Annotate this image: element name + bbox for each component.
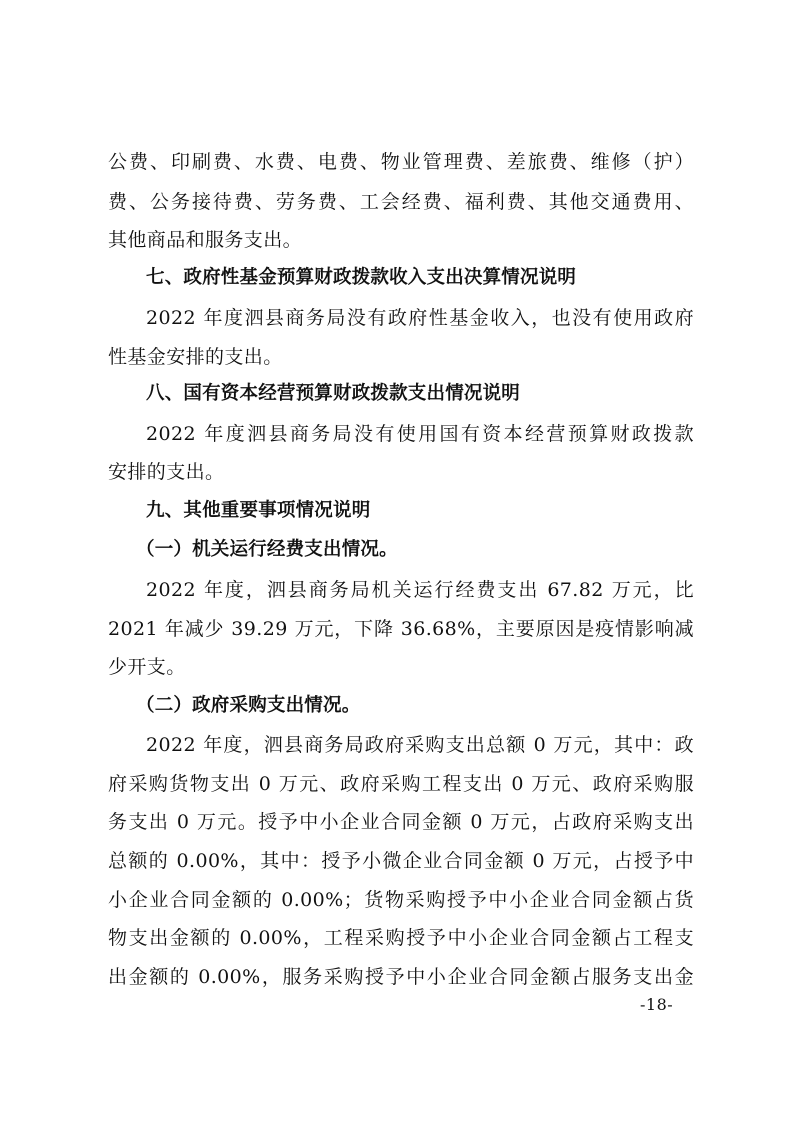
section-heading-9: 九、其他重要事项情况说明 [146, 500, 371, 521]
body-text-line: 少开支。 [108, 656, 186, 678]
page-number: -18- [640, 995, 674, 1014]
body-text-line: 2022 年度，泗县商务局政府采购支出总额 0 万元，其中：政 [146, 734, 694, 756]
subsection-heading-1: （一）机关运行经费支出情况。 [136, 539, 398, 560]
body-text-line: 总额的 0.00%，其中：授予小微企业合同金额 0 万元，占授予中 [108, 850, 694, 872]
subsection-heading-2: （二）政府采购支出情况。 [136, 695, 361, 716]
body-text-line: 2022 年度泗县商务局没有使用国有资本经营预算财政拨款 [146, 423, 694, 445]
body-text-line: 安排的支出。 [108, 461, 225, 483]
body-text-line: 2022 年度，泗县商务局机关运行经费支出 67.82 万元，比 [146, 579, 694, 601]
body-text-line: 其他商品和服务支出。 [108, 229, 303, 251]
body-text-line: 务支出 0 万元。授予中小企业合同金额 0 万元，占政府采购支出 [108, 811, 694, 833]
body-text-line: 费、公务接待费、劳务费、工会经费、福利费、其他交通费用、 [108, 191, 694, 213]
body-text-line: 小企业合同金额的 0.00%；货物采购授予中小企业合同金额占货 [108, 889, 694, 911]
body-text-line: 性基金安排的支出。 [108, 346, 283, 368]
section-heading-7: 七、政府性基金预算财政拨款收入支出决算情况说明 [146, 267, 577, 288]
body-text-line: 出金额的 0.00%，服务采购授予中小企业合同金额占服务支出金 [108, 966, 694, 988]
body-text-line: 物支出金额的 0.00%，工程采购授予中小企业合同金额占工程支 [108, 927, 694, 949]
section-heading-8: 八、国有资本经营预算财政拨款支出情况说明 [146, 383, 521, 404]
body-text-line: 府采购货物支出 0 万元、政府采购工程支出 0 万元、政府采购服 [108, 773, 694, 795]
body-text-line: 2021 年减少 39.29 万元，下降 36.68%，主要原因是疫情影响减 [108, 618, 694, 640]
body-text-line: 2022 年度泗县商务局没有政府性基金收入，也没有使用政府 [146, 307, 694, 329]
body-text-line: 公费、印刷费、水费、电费、物业管理费、差旅费、维修（护） [108, 151, 694, 173]
